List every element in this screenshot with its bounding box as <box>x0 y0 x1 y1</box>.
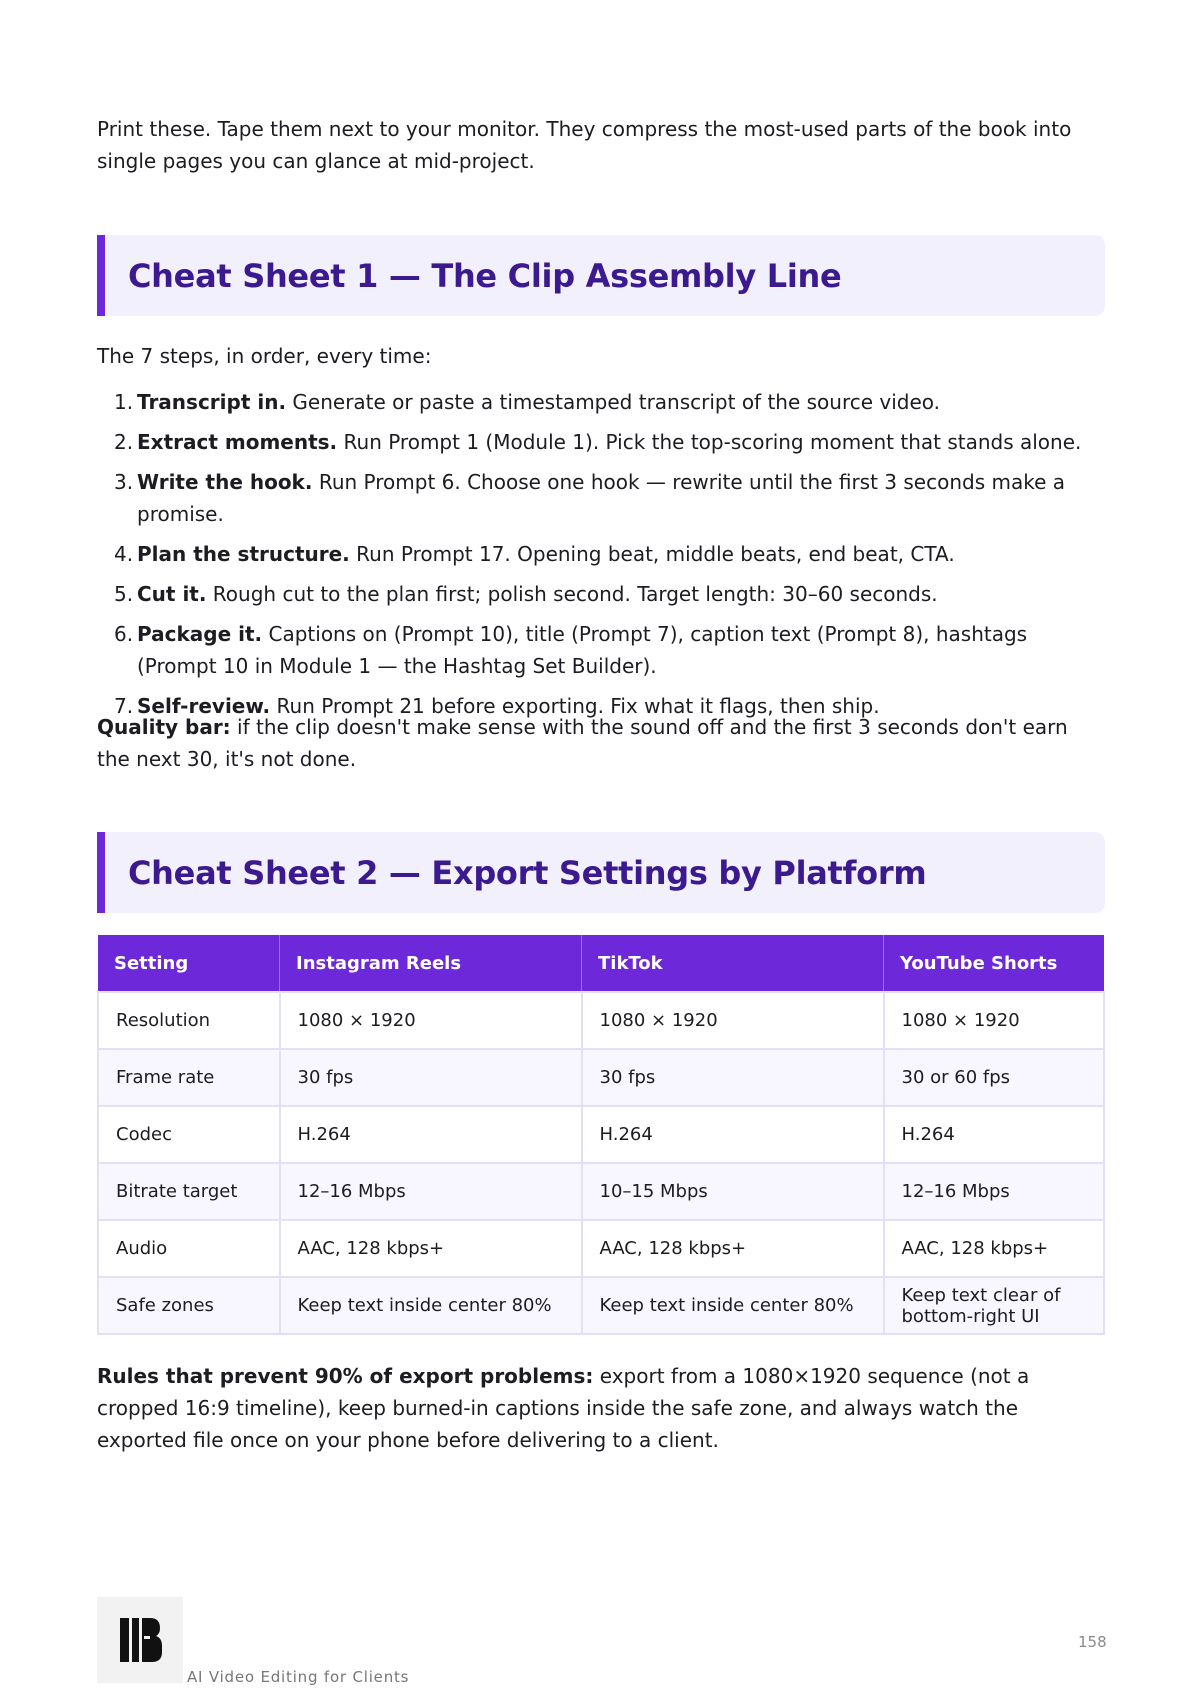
table-row <box>98 1049 1104 1106</box>
table-cell: AAC, 128 kbps+ <box>884 1220 1105 1277</box>
column-header: YouTube Shorts <box>884 935 1105 992</box>
column-header: Setting <box>98 935 280 992</box>
step-title: Extract moments. <box>137 430 338 454</box>
table-cell: Keep text inside center 80% <box>582 1277 884 1334</box>
cheat-sheet-1-heading-block <box>97 235 1105 316</box>
table-cell: 12–16 Mbps <box>884 1163 1105 1220</box>
step-text: Rough cut to the plan first; polish second. Target length: 30–60 seconds. <box>206 582 938 606</box>
step-number: 1. <box>114 390 134 414</box>
book-title: AI Video Editing for Clients <box>187 1668 410 1686</box>
table-cell: H.264 <box>884 1106 1105 1163</box>
step-text: Run Prompt 21 before exporting. Fix what it flags, then ship. <box>270 694 880 718</box>
table-row <box>98 1220 1104 1277</box>
column-header: TikTok <box>582 935 884 992</box>
table-cell: Bitrate target <box>98 1163 280 1220</box>
step-number: 6. <box>114 622 134 646</box>
table-cell: Keep text inside center 80% <box>280 1277 582 1334</box>
list-item <box>97 426 1105 458</box>
export-rules-paragraph <box>97 1360 1105 1456</box>
quality-bar-paragraph <box>97 711 1105 775</box>
list-item <box>97 386 1105 418</box>
rules-text: export from a 1080×1920 sequence (not a cropped 16:9 timeline), keep burned-in captions inside the safe zone, and always watch the exported file once on your phone before delivering to a client. <box>97 1364 1030 1452</box>
table-cell: 10–15 Mbps <box>582 1163 884 1220</box>
table-cell: Frame rate <box>98 1049 280 1106</box>
step-text: Run Prompt 6. Choose one hook — rewrite until the first 3 seconds make a promise. <box>137 470 1066 526</box>
step-number: 4. <box>114 542 134 566</box>
quality-bar-text: if the clip doesn't make sense with the sound off and the first 3 seconds don't earn the next 30, it's not done. <box>97 715 1068 771</box>
table-cell: 30 or 60 fps <box>884 1049 1105 1106</box>
step-text: Run Prompt 1 (Module 1). Pick the top-scoring moment that stands alone. <box>337 430 1082 454</box>
book-logo-glyph <box>118 1616 162 1664</box>
table-cell: 12–16 Mbps <box>280 1163 582 1220</box>
table-row <box>98 1106 1104 1163</box>
cheat-sheet-2-title: Cheat Sheet 2 — Export Settings by Platform <box>128 853 927 892</box>
step-number: 5. <box>114 582 134 606</box>
intro-paragraph: Print these. Tape them next to your monitor. They compress the most-used parts of the book into single pages you can glance at mid-project. <box>97 117 1072 173</box>
table-cell: H.264 <box>582 1106 884 1163</box>
step-text: Generate or paste a timestamped transcript of the source video. <box>286 390 941 414</box>
table-cell: Audio <box>98 1220 280 1277</box>
list-item <box>97 578 1105 610</box>
cheat-sheet-2-heading-block <box>97 832 1105 913</box>
quality-bar-label: Quality bar: <box>97 715 231 739</box>
table-cell: 1080 × 1920 <box>582 992 884 1049</box>
table-cell: 30 fps <box>582 1049 884 1106</box>
table-cell: 1080 × 1920 <box>280 992 582 1049</box>
export-settings-table <box>97 935 1105 1335</box>
step-title: Package it. <box>137 622 263 646</box>
table-cell: H.264 <box>280 1106 582 1163</box>
step-number: 3. <box>114 470 134 494</box>
step-title: Self-review. <box>137 694 271 718</box>
table-row <box>98 1163 1104 1220</box>
table-row <box>98 1277 1104 1334</box>
step-number: 7. <box>114 694 134 718</box>
table-cell: 1080 × 1920 <box>884 992 1105 1049</box>
table-cell: AAC, 128 kbps+ <box>280 1220 582 1277</box>
table-cell: Codec <box>98 1106 280 1163</box>
table-cell: 30 fps <box>280 1049 582 1106</box>
step-number: 2. <box>114 430 134 454</box>
rules-label: Rules that prevent 90% of export problems: <box>97 1364 594 1388</box>
table-cell: AAC, 128 kbps+ <box>582 1220 884 1277</box>
column-header: Instagram Reels <box>280 935 582 992</box>
page-number: 158 <box>1078 1633 1107 1651</box>
step-text: Run Prompt 17. Opening beat, middle beats, end beat, CTA. <box>349 542 955 566</box>
list-item <box>97 618 1105 682</box>
step-title: Write the hook. <box>137 470 313 494</box>
table-cell: Resolution <box>98 992 280 1049</box>
steps-lead: The 7 steps, in order, every time: <box>97 344 432 368</box>
cheat-sheet-1-title: Cheat Sheet 1 — The Clip Assembly Line <box>128 256 842 295</box>
table-row <box>98 992 1104 1049</box>
assembly-steps-list <box>97 386 1105 730</box>
book-logo-icon <box>97 1597 183 1683</box>
list-item <box>97 538 1105 570</box>
step-title: Transcript in. <box>137 390 287 414</box>
table-header-row <box>98 935 1104 992</box>
table-cell: Keep text clear of bottom-right UI <box>884 1277 1105 1334</box>
list-item <box>97 466 1105 530</box>
table-cell: Safe zones <box>98 1277 280 1334</box>
step-title: Cut it. <box>137 582 207 606</box>
step-text: Captions on (Prompt 10), title (Prompt 7), caption text (Prompt 8), hashtags (Prompt 10 in Module 1 — the Hashtag Set Builder). <box>137 622 1028 678</box>
step-title: Plan the structure. <box>137 542 350 566</box>
